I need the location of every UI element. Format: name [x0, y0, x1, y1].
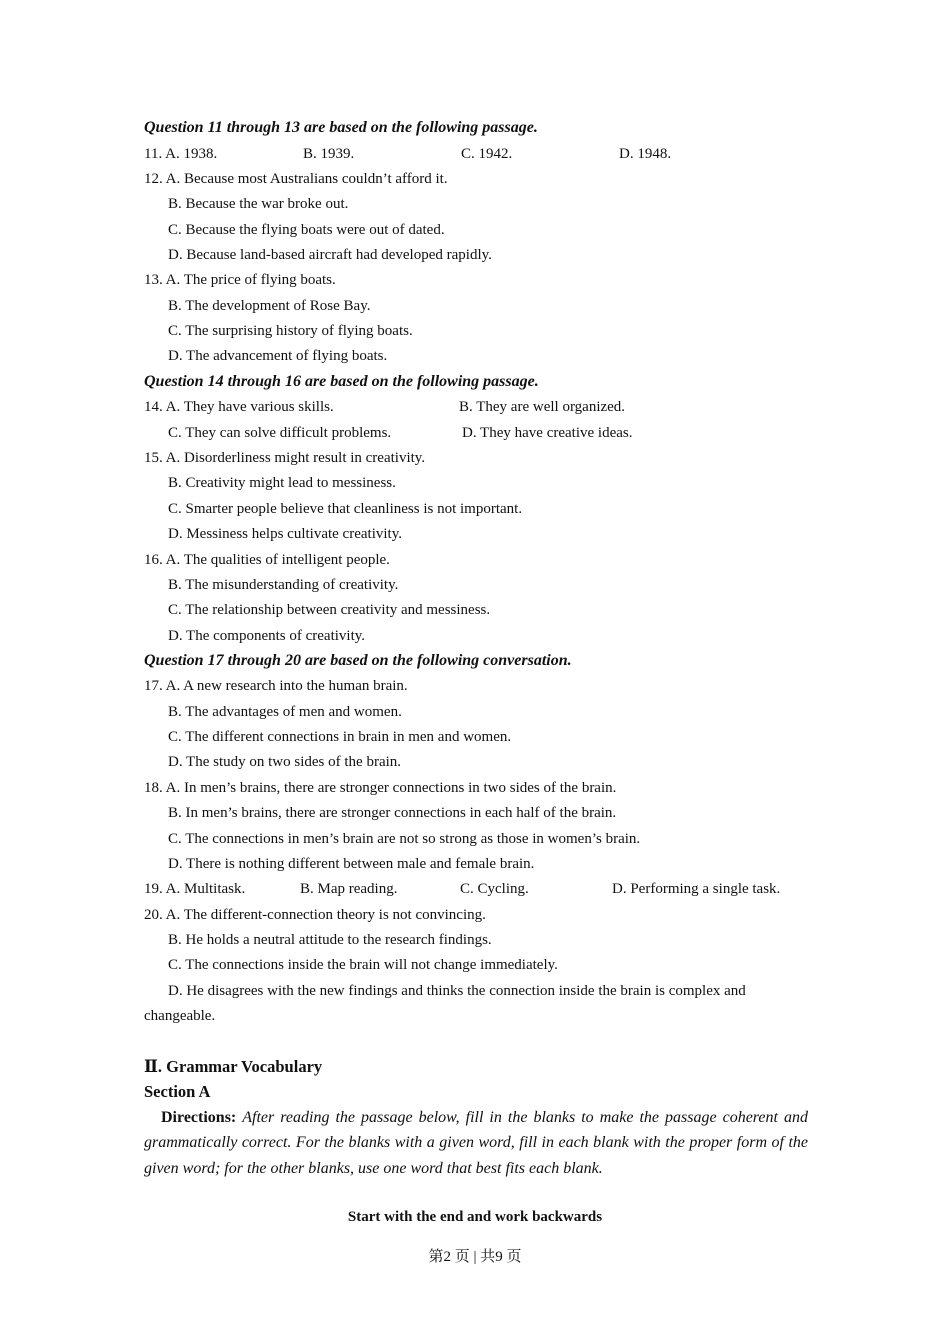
q11-option-b: B. 1939.: [303, 146, 355, 162]
q16-option-c: C. The relationship between creativity and messiness.: [168, 602, 491, 618]
q15-option-c: C. Smarter people believe that cleanliness is not important.: [168, 501, 523, 517]
heading-questions-14-16: Question 14 through 16 are based on the following passage.: [144, 373, 539, 390]
q18-option-c: C. The connections in men’s brain are not so strong as those in women’s brain.: [168, 831, 641, 847]
q16-option-d: D. The components of creativity.: [168, 628, 366, 644]
directions-paragraph: [144, 1105, 808, 1181]
q15-option-a: 15. A. Disorderliness might result in creativity.: [144, 450, 426, 466]
q12-option-c: C. Because the flying boats were out of dated.: [168, 222, 445, 238]
q14-option-d: D. They have creative ideas.: [462, 425, 633, 441]
q11-option-d: D. 1948.: [619, 146, 672, 162]
q14-option-b: B. They are well organized.: [459, 399, 626, 415]
q18-option-d: D. There is nothing different between male and female brain.: [168, 856, 535, 872]
directions-text: After reading the passage below, fill in the blanks to make the passage coherent and grammatically correct. For the blanks with a given word, fill in each blank with the proper form of the given word; for the other blanks, use one word that best fits each blank.: [144, 1109, 808, 1177]
q20-option-d: D. He disagrees with the new findings and thinks the connection inside the brain is complex and: [168, 983, 746, 999]
q12-option-d: D. Because land-based aircraft had developed rapidly.: [168, 247, 492, 263]
q20-option-b: B. He holds a neutral attitude to the research findings.: [168, 932, 492, 948]
q13-option-d: D. The advancement of flying boats.: [168, 348, 388, 364]
heading-questions-11-13: Question 11 through 13 are based on the following passage.: [144, 119, 538, 136]
q12-option-b: B. Because the war broke out.: [168, 196, 349, 212]
q20-option-a: 20. A. The different-connection theory is not convincing.: [144, 907, 486, 923]
q19-option-b: B. Map reading.: [300, 881, 398, 897]
q19-option-d: D. Performing a single task.: [612, 881, 781, 897]
q17-option-b: B. The advantages of men and women.: [168, 704, 402, 720]
q15-option-b: B. Creativity might lead to messiness.: [168, 475, 396, 491]
q17-option-c: C. The different connections in brain in men and women.: [168, 729, 512, 745]
section-a-title: Section A: [144, 1082, 211, 1101]
q14-option-a: 14. A. They have various skills.: [144, 399, 334, 415]
q20-option-c: C. The connections inside the brain will not change immediately.: [168, 957, 558, 973]
directions-label: Directions:: [161, 1109, 237, 1126]
q18-option-b: B. In men’s brains, there are stronger connections in each half of the brain.: [168, 805, 617, 821]
q13-option-c: C. The surprising history of flying boats.: [168, 323, 413, 339]
q14-option-c: C. They can solve difficult problems.: [168, 425, 392, 441]
q13-option-b: B. The development of Rose Bay.: [168, 298, 371, 314]
q20-option-d-continued: changeable.: [144, 1008, 216, 1024]
page-footer: 第2 页 | 共9 页: [428, 1249, 522, 1265]
q15-option-d: D. Messiness helps cultivate creativity.: [168, 526, 402, 542]
q19-option-c: C. Cycling.: [460, 881, 529, 897]
passage-title: Start with the end and work backwards: [347, 1209, 603, 1225]
q12-option-a: 12. A. Because most Australians couldn’t afford it.: [144, 171, 448, 187]
heading-questions-17-20: Question 17 through 20 are based on the following conversation.: [144, 652, 572, 669]
q11-option-a: 11. A. 1938.: [144, 146, 218, 162]
q19-option-a: 19. A. Multitask.: [144, 881, 246, 897]
q11-option-c: C. 1942.: [461, 146, 513, 162]
part-2-title: Ⅱ. Grammar Vocabulary: [144, 1057, 323, 1076]
q16-option-b: B. The misunderstanding of creativity.: [168, 577, 399, 593]
q17-option-d: D. The study on two sides of the brain.: [168, 754, 402, 770]
q18-option-a: 18. A. In men’s brains, there are stronger connections in two sides of the brain.: [144, 780, 617, 796]
q17-option-a: 17. A. A new research into the human brain.: [144, 678, 408, 694]
q16-option-a: 16. A. The qualities of intelligent people.: [144, 552, 390, 568]
q13-option-a: 13. A. The price of flying boats.: [144, 272, 336, 288]
